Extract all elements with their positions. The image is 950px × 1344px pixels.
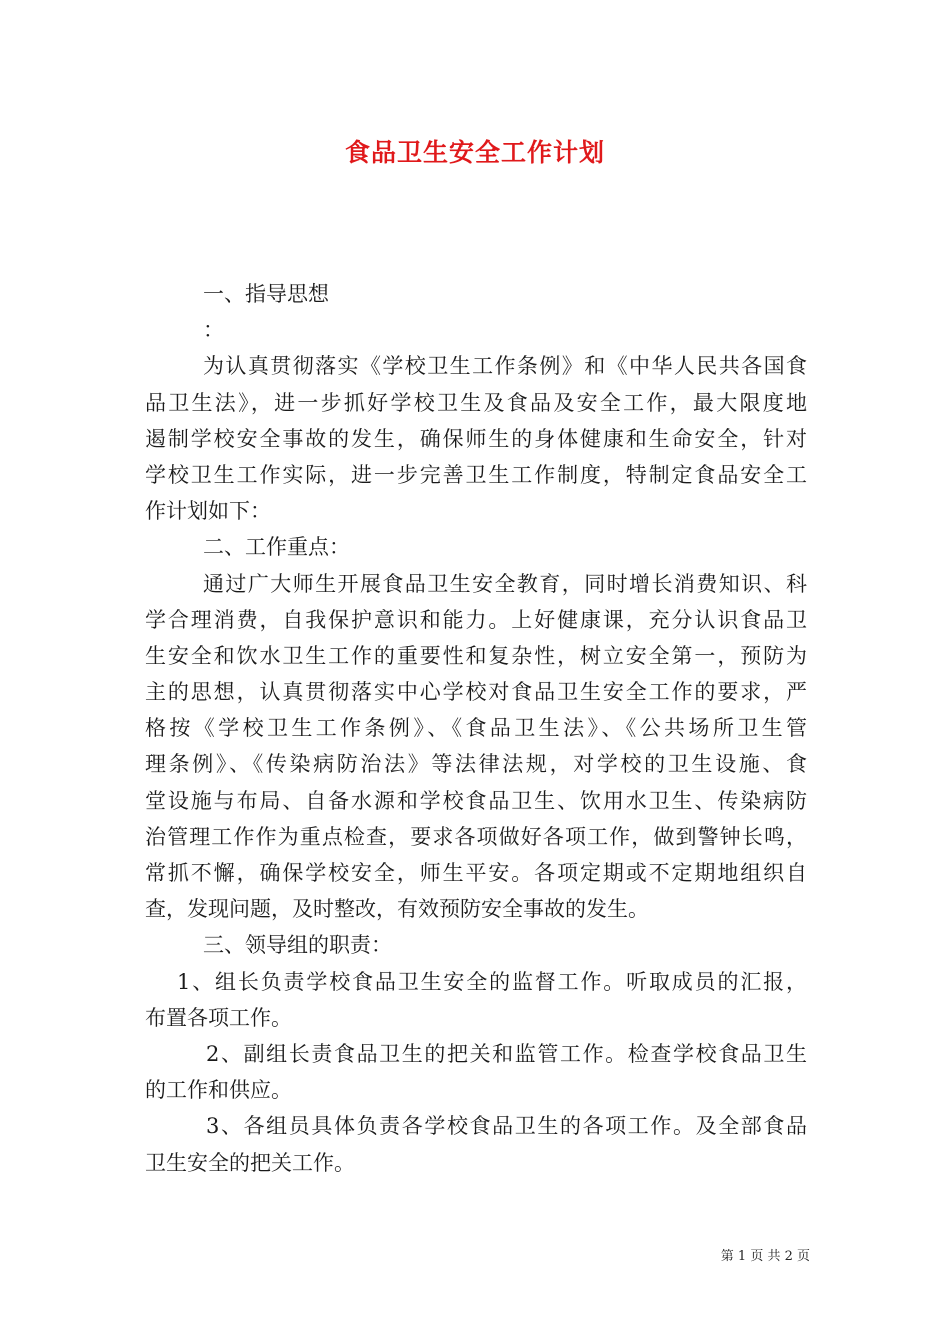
text-line: 3、各组员具体负责各学校食品卫生的各项工作。及全部食品 <box>206 1114 807 1139</box>
text-line: ： <box>203 318 224 343</box>
text-line: 卫生安全的把关工作。 <box>145 1150 355 1175</box>
document-body <box>145 276 807 1181</box>
text-line: 常抓不懈，确保学校安全，师生平安。各项定期或不定期地组织自 <box>145 861 807 885</box>
section-heading-leadership-duties: 三、领导组的职责： <box>203 933 392 958</box>
text-line: 遏制学校安全事故的发生，确保师生的身体健康和生命安全，针对 <box>145 426 807 451</box>
text-line: 为认真贯彻落实《学校卫生工作条例》和《中华人民共各国食 <box>203 354 807 379</box>
text-line: 布置各项工作。 <box>145 1005 292 1030</box>
document-title: 食品卫生安全工作计划 <box>344 138 605 167</box>
page-number: 第 1 页 共 2 页 <box>720 1249 810 1264</box>
text-line: 的工作和供应。 <box>145 1078 292 1103</box>
text-line: 主的思想，认真贯彻落实中心学校对食品卫生安全工作的要求，严 <box>145 680 807 705</box>
text-line: 治管理工作作为重点检查，要求各项做好各项工作，做到警钟长鸣， <box>145 824 807 849</box>
text-line: 通过广大师生开展食品卫生安全教育，同时增长消费知识、科 <box>203 571 807 596</box>
text-line: 1、组长负责学校食品卫生安全的监督工作。听取成员的汇报， <box>177 969 807 994</box>
text-line: 堂设施与布局、自备水源和学校食品卫生、饮用水卫生、传染病防 <box>145 788 807 813</box>
section-heading-work-focus: 二、工作重点： <box>203 535 350 560</box>
text-line: 理条例》、《传染病防治法》等法律法规，对学校的卫生设施、食 <box>145 752 807 777</box>
text-line: 格按《学校卫生工作条例》、《食品卫生法》、《公共场所卫生管 <box>145 716 807 741</box>
text-line: 2、副组长责食品卫生的把关和监管工作。检查学校食品卫生 <box>206 1041 807 1066</box>
text-line: 作计划如下： <box>145 499 271 524</box>
text-line: 学校卫生工作实际，进一步完善卫生工作制度，特制定食品安全工 <box>145 462 807 487</box>
text-line: 学合理消费，自我保护意识和能力。上好健康课，充分认识食品卫 <box>145 607 807 632</box>
text-line: 品卫生法》，进一步抓好学校卫生及食品及安全工作，最大限度地 <box>145 390 807 415</box>
section-heading-guiding-ideology: 一、指导思想 <box>203 282 329 306</box>
text-line: 查，发现问题，及时整改，有效预防安全事故的发生。 <box>145 897 649 922</box>
text-line: 生安全和饮水卫生工作的重要性和复杂性，树立安全第一，预防为 <box>145 643 807 668</box>
